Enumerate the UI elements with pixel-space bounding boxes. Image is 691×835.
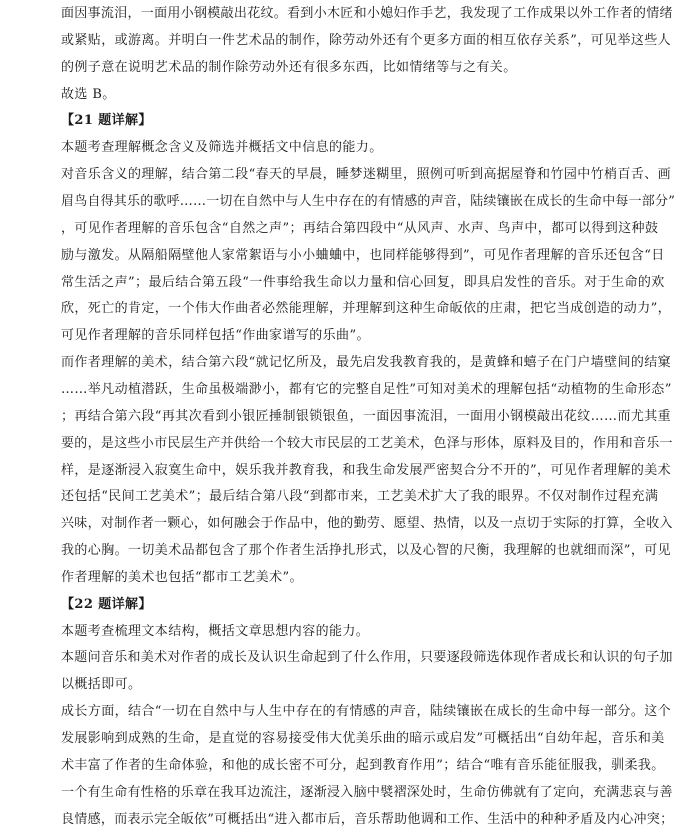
text-line: 术丰富了作者的生命体验，和他的成长密不可分，起到教育作用”；结合“唯有音乐能征服我，驯柔我。: [61, 757, 665, 773]
text-line: 常生活之声”；最后结合第五段“一件事给我生命以力量和信心回复，即具启发性的音乐。对于生命的欢: [61, 274, 665, 290]
text-line: 本题考查梳理文本结构，概括文章思想内容的能力。: [61, 623, 370, 639]
text-line: 一个有生命有性格的乐章在我耳边流注，逐渐浸入脑中襞褶深处时，生命仿佛就有了定向，充满悲哀与善: [61, 784, 673, 800]
section-heading: 【21 题详解】: [61, 113, 152, 129]
text-line: ；再结合第六段“再其次看到小银匠捶制银锁银鱼，一面因事流泪，一面用小钢模敲出花纹……而尤其重: [61, 408, 672, 424]
text-line: 成长方面，结合“一切在自然中与人生中存在的有情感的声音，陆续镶嵌在成长的生命中每一部分。这个: [61, 704, 672, 720]
text-line: 我的心胸。一切美术品都包含了那个作者生活挣扎形式，以及心智的尺衡，我理解的也就细而深”，可见: [61, 543, 672, 558]
text-line: 以概括即可。: [61, 677, 142, 693]
text-line: 发展影响到成熟的生命，是直觉的容易接受伟大优美乐曲的暗示或启发”可概括出“自幼年起，音乐和美: [61, 731, 665, 746]
text-line: 励与激发。从隔船隔壁他人家常絮语与小小蛐蛐中，也同样能够得到”，可见作者理解的音乐还包含“日: [61, 247, 665, 263]
text-line: 良情感，而表示完全皈依”可概括出“进入都市后，音乐帮助他调和工作、生活中的种种矛盾及内心冲突；: [61, 811, 674, 827]
text-line: 样，是逐渐浸入寂寞生命中，娱乐我并教育我，和我生命发展严密契合分不开的”，可见作者理解的美术: [61, 462, 672, 478]
text-line: 而作者理解的美术，结合第六段“就记忆所及，最先启发我教育我的，是黄蜂和蟢子在门户墙壁间的结窠: [61, 355, 672, 371]
text-line: 故选 B。: [61, 86, 116, 102]
text-line: 要的，是这些小市民层生产并供给一个较大市民层的工艺美术，色泽与形体，原料及目的，作用和音乐一: [61, 435, 673, 451]
text-line: 眉鸟自得其乐的歌呼……一切在自然中与人生中存在的有情感的声音，陆续镶嵌在成长的生命中每一部分”: [61, 194, 676, 209]
text-line: 或紧贴，或游离。并明白一件艺术品的制作，除劳动外还有个更多方面的相互依存关系”，可见举这些人: [61, 32, 672, 48]
text-line: 作者理解的美术也包括“都市工艺美术”。: [61, 569, 303, 585]
text-line: 对音乐含义的理解，结合第二段“春天的早晨，睡梦迷糊里，照例可听到高据屋脊和竹园中竹梢百舌、画: [61, 167, 672, 183]
text-line: 的例子意在说明艺术品的制作除劳动外还有很多东西，比如情绪等与之有关。: [61, 59, 517, 75]
text-line: ……举凡动植潜跃，生命虽极端渺小，都有它的完整自足性”可知对美术的理解包括“动植物的生命形态”: [61, 381, 672, 397]
text-line: 本题考查理解概念含义及筛选并概括文中信息的能力。: [61, 140, 383, 156]
text-line: 可见作者理解的音乐同样包括“作曲家谱写的乐曲”。: [61, 328, 370, 344]
text-line: 面因事流泪，一面用小钢模敲出花纹。看到小木匠和小媳妇作手艺，我发现了工作成果以外工作者的情绪: [61, 6, 673, 21]
text-line: 本题问音乐和美术对作者的成长及认识生命起到了什么作用，只要逐段筛选体现作者成长和认识的句子加: [61, 650, 673, 666]
section-heading: 【22 题详解】: [61, 596, 152, 612]
text-line: 还包括“民间工艺美术”；最后结合第八段“到都市来，工艺美术扩大了我的眼界。不仅对制作过程充满: [61, 489, 659, 505]
text-line: ，可见作者理解的音乐包含“自然之声”；再结合第四段中“从风声、水声、鸟声中，都可以得到这种鼓: [61, 220, 659, 236]
text-line: 兴味，对制作者一颗心，如何融会于作品中，他的勤劳、愿望、热情，以及一点切于实际的打算，全收入: [61, 516, 673, 532]
text-line: 欣，死亡的肯定，一个伟大作曲者必然能理解，并理解到这种生命皈依的庄肃，把它当成创造的动力”，: [61, 301, 672, 317]
